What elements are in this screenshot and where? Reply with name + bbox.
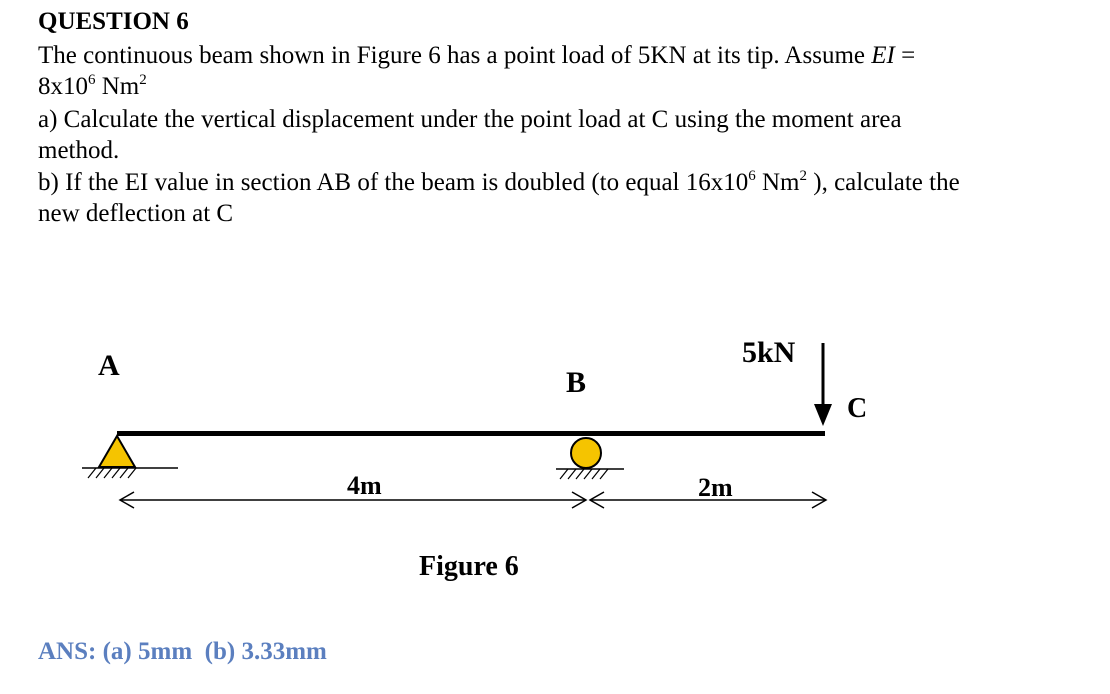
ei-symbol: EI: [871, 42, 895, 69]
ei-value-base: 8x10: [38, 73, 88, 100]
figure-caption: Figure 6: [419, 551, 519, 582]
load-arrow-head: [814, 404, 832, 426]
label-b: B: [566, 366, 587, 399]
part-b-text-post: ), calculate the: [807, 169, 960, 196]
ei-value-exponent: 6: [88, 72, 96, 88]
question-intro-text: The continuous beam shown in Figure 6 has a point load of 5KN at its tip. Assume: [38, 42, 872, 69]
answer-text: ANS: (a) 5mm (b) 3.33mm: [38, 638, 327, 665]
span-bc-label: 2m: [698, 473, 733, 502]
part-b-text-mid: Nm: [755, 169, 800, 196]
label-c: C: [847, 393, 868, 424]
part-b-exponent-2: 2: [799, 168, 807, 184]
part-a-line-1: a) Calculate the vertical displacement under the point load at C using the moment area: [38, 106, 902, 133]
label-a: A: [98, 349, 120, 382]
load-label: 5kN: [742, 336, 796, 369]
ei-value-unit: Nm: [95, 73, 140, 100]
part-b-exponent: 6: [748, 168, 756, 184]
beam: [117, 431, 825, 436]
part-b-line-2: new deflection at C: [38, 200, 234, 227]
pin-support-a: [82, 436, 178, 478]
part-b-text-pre: b) If the EI value in section AB of the beam is doubled (to equal 16x10: [38, 169, 749, 196]
part-a-line-2: method.: [38, 137, 120, 164]
roller-support-b: [556, 438, 624, 479]
question-title: QUESTION 6: [38, 8, 189, 35]
ei-value-unit-exponent: 2: [139, 72, 147, 88]
ei-equals: =: [894, 42, 916, 69]
span-ab-label: 4m: [347, 471, 382, 500]
